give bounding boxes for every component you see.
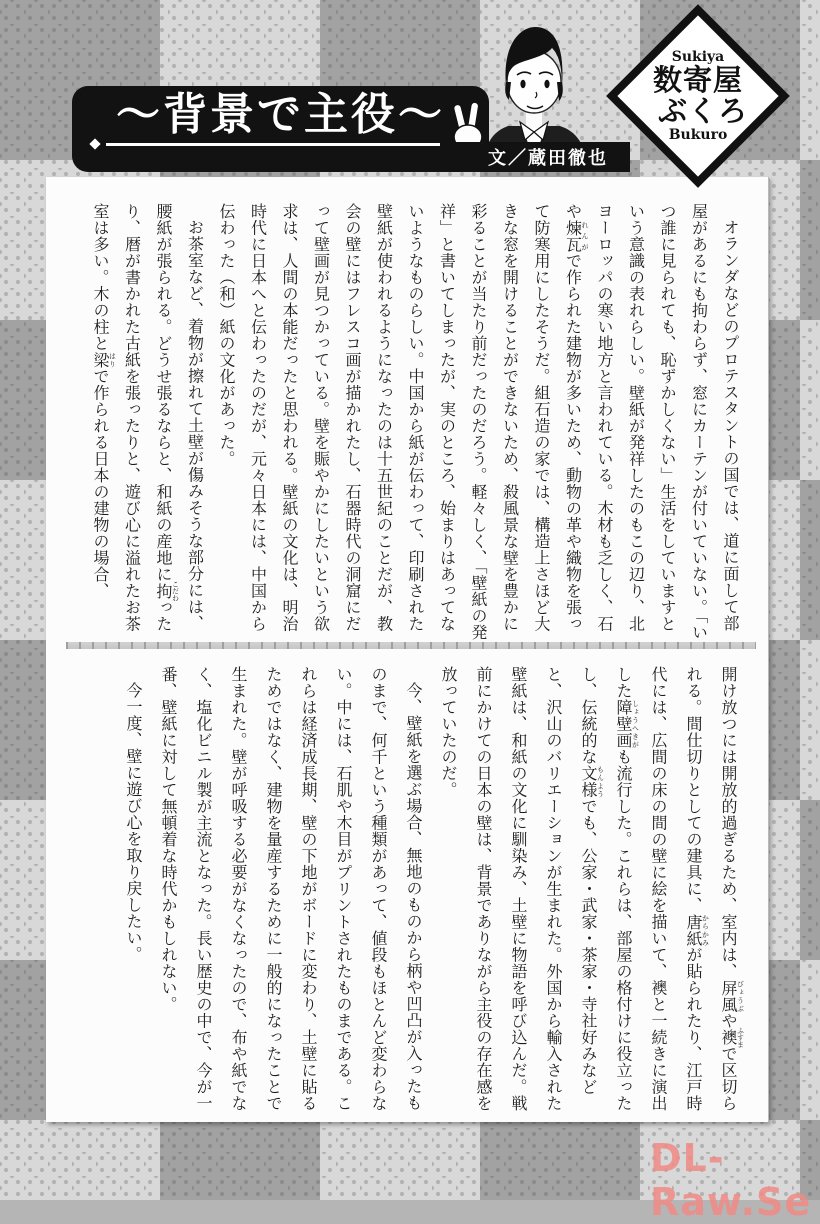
article-page <box>46 177 769 1122</box>
title-banner <box>72 86 489 172</box>
article-lower-text <box>70 666 746 1112</box>
logo-romaji-bottom: Bukuro <box>668 127 728 143</box>
author-credit: 文／蔵田徹也 <box>488 148 608 169</box>
paragraph: 今一度、壁に遊び心を取り戻したい。 <box>124 682 143 963</box>
watermark: DL-Raw.Se <box>650 1136 812 1224</box>
character-eyes <box>520 80 525 88</box>
logo-romaji-top: Sukiya <box>671 49 725 65</box>
page-title: 〜背景で主役〜 <box>116 89 445 140</box>
banner-underline <box>106 143 482 146</box>
sukiya-bukuro-logo <box>606 4 790 188</box>
paragraph: 開け放つには開放的過ぎるため、室内は、屏風びょうぶや襖ふすまで区切られる。間仕切りとしての建具に、唐紙からかみが貼られたり、江戸時代には、広間の床の間の壁に絵を描いて、襖と一続きに演出した障壁画しょうへきがも流行した。これらは、部屋の格付けに役立ったし、伝統的な文様もんようでも、公家・武家・茶家・寺社好みなどと、沢山のバリエーションが生まれた。外国から輸入された壁紙は、和紙の文化に馴染み、土壁に物語を呼び込んだ。戦前にかけての日本の壁は、背景でありながら主役の存在感を放っていたのだ。 <box>439 666 745 1112</box>
article-upper-text <box>48 203 746 645</box>
character-eye-right <box>544 80 549 88</box>
section-divider <box>66 642 756 649</box>
logo-kana: ぶくろ <box>657 94 748 128</box>
logo-kanji: 数寄屋 <box>652 63 743 97</box>
paragraph: 今、壁紙を選ぶ場合、無地のものから柄や凹凸が入ったものまで、何千という種類があって、値段もほとんど変わらない。中には、石肌や木目がプリントされたものまである。これらは経済成長期、壁の下地がボードに変わり、土壁に貼るためではなく、建物を量産するために一般的になったことで生まれた。壁が呼吸する必要がなくなったので、布や紙でなく、塩化ビニル製が主流となった。長い歴史の中で、今が一番、壁紙に対して無頓着な時代かもしれない。 <box>159 666 423 1112</box>
paragraph: お茶室など、着物が擦れて土壁が傷みそうな部分には、腰紙が張られる。どうせ張るならと、和紙の産地に拘こだわったり、暦が書かれた古紙を張ったりと、遊び心に溢れたお茶室は多い。木の柱と梁はりで作られる日本の建物の場合、 <box>91 203 205 632</box>
author-credit-bar <box>440 142 630 172</box>
paragraph: オランダなどのプロテスタントの国では、道に面して部屋があるにも拘わらず、窓にカーテンが付いていない。「いつ誰に見られても、恥ずかしくない」生活をしていますという意識の表れらしい。壁紙が発祥したのもこの辺り、北ヨーロッパの寒い地方と言われている。木材も乏しく、石や煉瓦れんがで作られた建物が多いため、動物の革や織物を張って防寒用にしたそうだ。組石造の家では、構造上さほど大きな窓を開けることができないため、殺風景な壁を豊かに彩ることが当たり前だったのだろう。軽々しく、「壁紙の発祥」と書いてしまったが、実のところ、始まりはあってないようなものらしい。中国から紙が伝わって、印刷された壁紙が使われるようになったのは十五世紀のことだが、教会の壁にはフレスコ画が描かれたし、石器時代の洞窟にだって壁画が見つかっている。壁を賑やかにしたいという欲求は、人間の本能だったと思われる。壁紙の文化は、明治時代に日本へと伝わったのだが、元々日本には、中国から伝わった（和）紙の文化があった。 <box>217 203 740 641</box>
banner-diamond-dot <box>89 138 100 149</box>
